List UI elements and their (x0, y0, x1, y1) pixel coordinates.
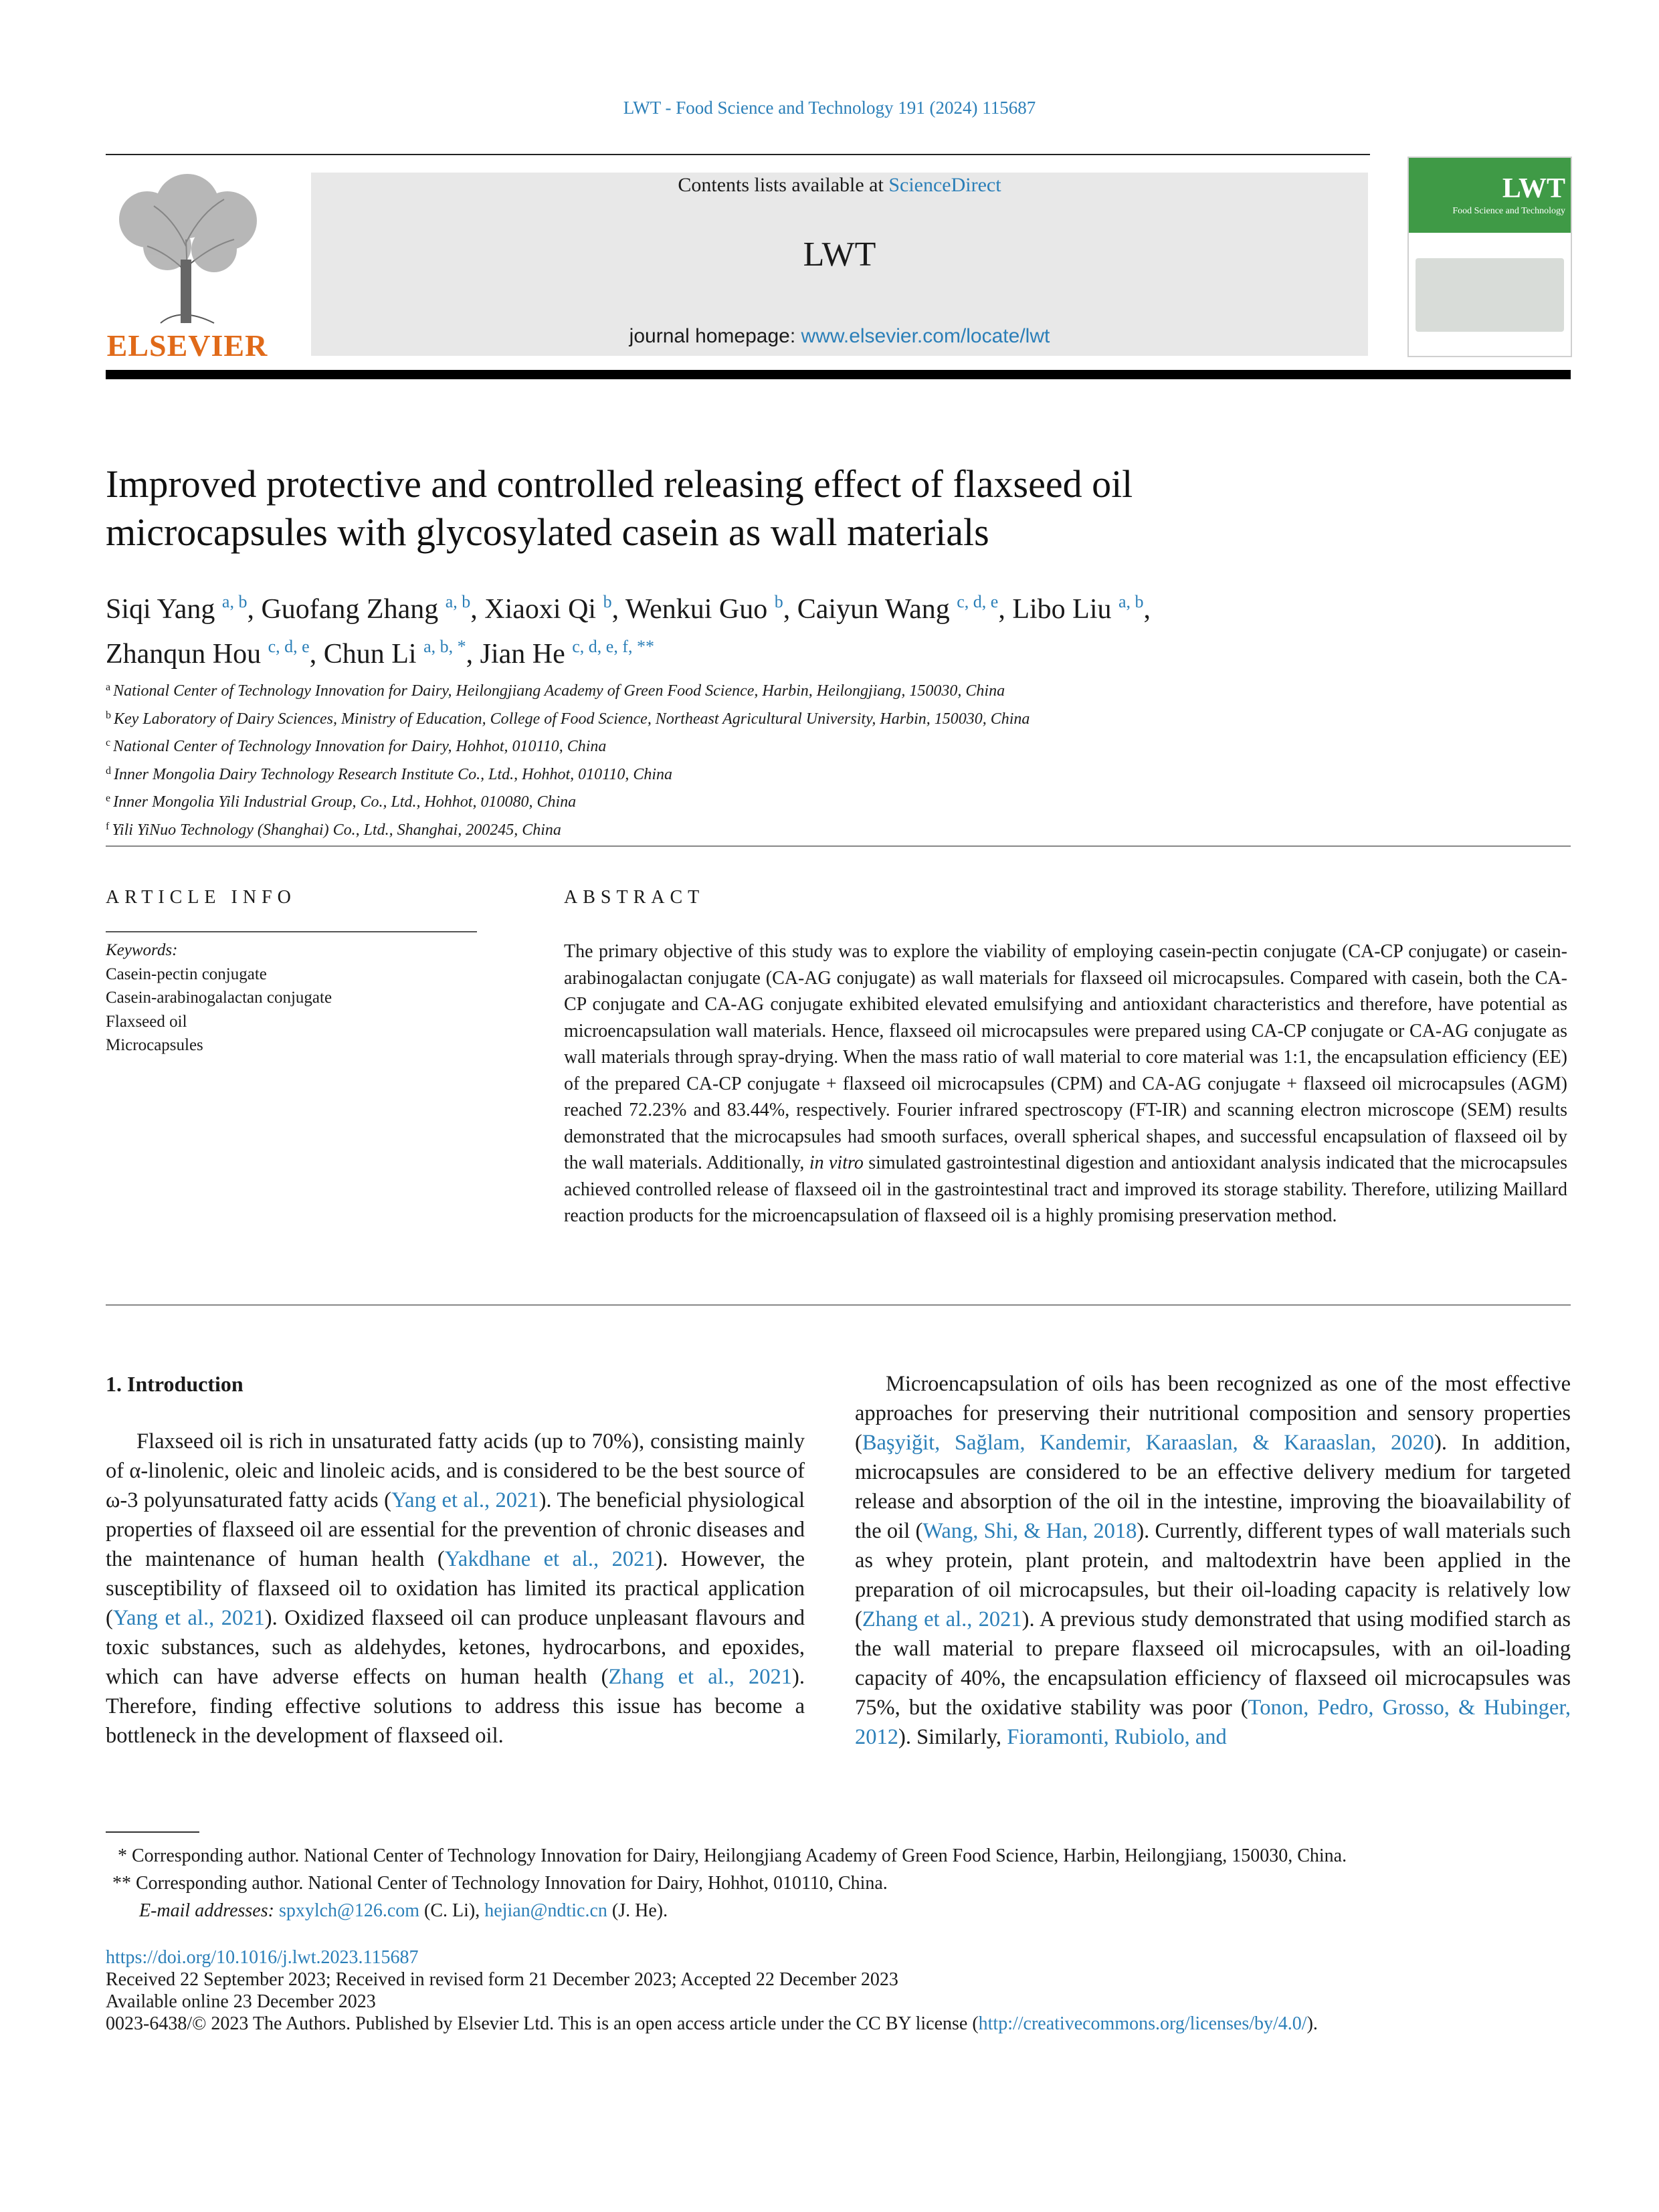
author-affiliation-ref[interactable]: b (774, 592, 783, 611)
paragraph-text: ). Oxidized flaxseed oil can produce unpleasant flavours and toxic substances, such as aldehydes, ketones, hydrocarbons, and epoxides, which can have adverse effects on human health ( (106, 1606, 805, 1689)
keywords-block (106, 938, 480, 1058)
citation-link[interactable]: Wang, Shi, & Han, 2018 (922, 1519, 1137, 1543)
affiliation-item (106, 731, 1577, 759)
title-line-1: Improved protective and controlled releasing effect of flaxseed oil (106, 462, 1133, 506)
author-affiliation-ref[interactable]: a, b, * (423, 637, 466, 656)
abstract-heading: ABSTRACT (564, 887, 705, 908)
author-separator: , (783, 594, 797, 625)
license-line (106, 2013, 1577, 2035)
paragraph-text: ). In addition, microcapsules are considered to be an effective delivery medium for targeted release and absorption of the oil in the intestine, improving the bioavailability of the oil ( (855, 1431, 1571, 1543)
paragraph-text: ). A previous study demonstrated that using modified starch as the wall material to prepare flaxseed oil microcapsules, with an oil-loading capacity of 40%, the encapsulation efficiency of flaxseed oil microcapsules was 75%, but the oxidative stability was poor ( (855, 1607, 1571, 1720)
paragraph-text: ). The beneficial physiological properties of flaxseed oil are essential for the prevention of chronic diseases and the maintenance of human health ( (106, 1488, 805, 1571)
email-label: E-mail addresses: (139, 1900, 274, 1921)
footnote-corresponding-1: * Corresponding author. National Center of Technology Innovation for Dairy, Heilongjiang Academy of Green Food Science, Harbin, Heilongjiang, 150030, China. (118, 1845, 1347, 1866)
masthead-rule (106, 370, 1571, 379)
license-link[interactable]: http://creativecommons.org/licenses/by/4.0/ (978, 2013, 1307, 2034)
elsevier-logo[interactable] (100, 173, 274, 363)
author-affiliation-ref[interactable]: a, b (221, 592, 248, 611)
article-info-rule (106, 931, 477, 932)
affiliation-key: b (106, 709, 111, 721)
journal-cover-thumbnail[interactable] (1407, 157, 1572, 357)
paragraph-text: ). Therefore, finding effective solutions to address this issue has become a bottleneck in the development of flaxseed oil. (106, 1665, 805, 1748)
keyword-item: Casein-arabinogalactan conjugate (106, 989, 332, 1007)
body-column-right (855, 1369, 1571, 1752)
author-name[interactable]: Chun Li (323, 639, 417, 670)
title-line-2: microcapsules with glycosylated casein as wall materials (106, 510, 989, 554)
intro-paragraph-2 (855, 1369, 1571, 1752)
email-link[interactable]: spxylch@126.com (278, 1900, 420, 1921)
author-separator: , (998, 594, 1013, 625)
citation-link[interactable]: Yakdhane et al., 2021 (444, 1547, 656, 1571)
affiliation-item (106, 759, 1577, 787)
author-name[interactable]: Libo Liu (1012, 594, 1112, 625)
keyword-item: Microcapsules (106, 1036, 203, 1054)
footnotes (106, 1842, 1577, 1924)
affiliations (106, 676, 1577, 842)
affiliation-text: National Center of Technology Innovation for Dairy, Heilongjiang Academy of Green Food Science, Harbin, Heilongjiang, 150030, China (113, 682, 1005, 700)
sciencedirect-link[interactable]: ScienceDirect (888, 174, 1001, 196)
affiliation-key: d (106, 765, 111, 777)
elsevier-tree-icon (100, 173, 274, 326)
keyword-item: Flaxseed oil (106, 1012, 187, 1031)
author-name[interactable]: Jian He (480, 639, 565, 670)
journal-name: LWT (803, 235, 876, 274)
journal-banner (311, 173, 1368, 356)
author-line-2 (106, 628, 1577, 673)
license-suffix: ). (1306, 2013, 1318, 2034)
affiliation-key: f (106, 820, 110, 832)
affiliation-key: c (106, 737, 111, 748)
affiliation-text: Inner Mongolia Dairy Technology Research Institute Co., Ltd., Hohhot, 010110, China (114, 765, 673, 783)
intro-paragraph-1 (106, 1427, 805, 1750)
paragraph-text: Flaxseed oil is rich in unsaturated fatty acids (up to 70%), consisting mainly of α-linolenic, oleic and linoleic acids, and is considered to be the best source of ω-3 polyunsaturated fatty acids ( (106, 1429, 805, 1512)
author-name[interactable]: Guofang Zhang (261, 594, 439, 625)
citation-link[interactable]: Zhang et al., 2021 (608, 1665, 793, 1689)
footnote-rule (106, 1831, 199, 1833)
abstract-part-2: simulated gastrointestinal digestion and antioxidant analysis indicated that the microcapsules achieved controlled release of flaxseed oil in the gastrointestinal tract and improved its storage stability. Therefore, utilizing Maillard reaction products for the microencapsulation of flaxseed oil is a highly promising preservation method. (564, 1152, 1568, 1226)
article-title (106, 460, 1444, 557)
footnote-emails (106, 1897, 1577, 1924)
email-owner: (C. Li), (419, 1900, 485, 1921)
contents-prefix: Contents lists available at (678, 174, 889, 196)
section-heading-introduction: 1. Introduction (106, 1372, 243, 1396)
abstract-part-1: The primary objective of this study was to explore the viability of employing casein-pectin conjugate (CA-CP conjugate) or casein-arabinogalactan conjugate (CA-AG conjugate) as wall materials for flaxseed oil microcapsules. Compared with casein, both the CA-CP conjugate and CA-AG conjugate exhibited elevated emulsifying and antioxidant characteristics and therefore, have potential as microencapsulation wall materials. Hence, flaxseed oil microcapsules were prepared using CA-CP conjugate or CA-AG conjugate as wall materials through spray-drying. When the mass ratio of wall material to core material was 1:1, the encapsulation efficiency (EE) of the prepared CA-CP conjugate + flaxseed oil microcapsules (CPM) and CA-AG conjugate + flaxseed oil microcapsules (AGM) reached 72.23% and 83.44%, respectively. Fourier infrared spectroscopy (FT-IR) and scanning electron microscope (SEM) results demonstrated that the microcapsules had smooth surfaces, overall spherical shapes, and successful encapsulation of flaxseed oil by the wall materials. Additionally, (564, 941, 1567, 1173)
affiliation-item (106, 787, 1577, 815)
cover-image (1416, 258, 1564, 332)
article-metadata (106, 1946, 1577, 2035)
journal-homepage (311, 325, 1368, 348)
body-column-left (106, 1369, 805, 1750)
author-separator: , (470, 594, 485, 625)
paragraph-text: ). Similarly, (898, 1725, 1007, 1749)
elsevier-wordmark: ELSEVIER (106, 328, 268, 363)
affiliation-text: Inner Mongolia Yili Industrial Group, Co., Ltd., Hohhot, 010080, China (113, 793, 577, 811)
abstract-text (564, 938, 1567, 1229)
author-affiliation-ref[interactable]: c, d, e, f, ** (572, 637, 655, 656)
author-name[interactable]: Caiyun Wang (797, 594, 950, 625)
abstract-italic: in vitro (809, 1152, 864, 1173)
affiliations-rule (106, 845, 1571, 847)
contents-available (311, 173, 1368, 197)
cover-title: LWT (1502, 173, 1565, 204)
author-affiliation-ref[interactable]: a, b (445, 592, 471, 611)
author-name[interactable]: Siqi Yang (106, 594, 215, 625)
header-rule (106, 154, 1370, 155)
affiliation-text: Key Laboratory of Dairy Sciences, Ministry of Education, College of Food Science, Northeast Agricultural University, Harbin, 150030, China (114, 710, 1030, 728)
homepage-link[interactable]: www.elsevier.com/locate/lwt (801, 325, 1050, 347)
cover-subtitle: Food Science and Technology (1452, 206, 1565, 216)
author-separator: , (247, 594, 262, 625)
affiliation-text: Yili YiNuo Technology (Shanghai) Co., Ltd., Shanghai, 200245, China (112, 821, 561, 839)
author-name[interactable]: Xiaoxi Qi (484, 594, 597, 625)
email-owner: (J. He). (607, 1900, 668, 1921)
citation-link[interactable]: Başyiğit, Sağlam, Kandemir, Karaaslan, & Karaaslan, 2020 (862, 1431, 1434, 1455)
paragraph-text: ). However, the susceptibility of flaxseed oil to oxidation has limited its practical application ( (106, 1547, 805, 1630)
received-dates: Received 22 September 2023; Received in revised form 21 December 2023; Accepted 22 December 2023 (106, 1969, 898, 1990)
available-online: Available online 23 December 2023 (106, 1991, 376, 2012)
keyword-item: Casein-pectin conjugate (106, 965, 267, 983)
paragraph-text: ). Currently, different types of wall materials such as whey protein, plant protein, and maltodextrin have been applied in the preparation of oil microcapsules, but their oil-loading capacity is relatively low ( (855, 1519, 1571, 1631)
author-separator: , (309, 639, 324, 670)
author-separator: , (466, 639, 480, 670)
citation-link[interactable]: Tonon, Pedro, Grosso, & Hubinger, 2012 (855, 1696, 1571, 1749)
footnote-corresponding-2: ** Corresponding author. National Center of Technology Innovation for Dairy, Hohhot, 010110, China. (112, 1873, 888, 1894)
license-text: 0023-6438/© 2023 The Authors. Published by Elsevier Ltd. This is an open access article under the CC BY license ( (106, 2013, 979, 2034)
email-link[interactable]: hejian@ndtic.cn (484, 1900, 607, 1921)
author-affiliation-ref[interactable]: c, d, e (957, 592, 999, 611)
author-line-1 (106, 583, 1577, 628)
citation-link[interactable]: Yang et al., 2021 (112, 1606, 265, 1630)
author-separator: , (611, 594, 625, 625)
affiliation-item (106, 676, 1577, 704)
doi-link[interactable]: https://doi.org/10.1016/j.lwt.2023.115687 (106, 1947, 419, 1968)
citation-link[interactable]: Zhang et al., 2021 (862, 1607, 1022, 1631)
affiliation-item (106, 704, 1577, 732)
author-affiliation-ref[interactable]: b (603, 592, 612, 611)
affiliation-key: a (106, 682, 111, 693)
journal-citation-link[interactable]: LWT - Food Science and Technology 191 (2024) 115687 (623, 98, 1036, 118)
citation-link[interactable]: Fioramonti, Rubiolo, and (1007, 1725, 1227, 1749)
author-affiliation-ref[interactable]: a, b (1118, 592, 1144, 611)
cover-band (1409, 158, 1571, 233)
affiliation-text: National Center of Technology Innovation for Dairy, Hohhot, 010110, China (113, 738, 607, 755)
author-affiliation-ref[interactable]: c, d, e (268, 637, 310, 656)
affiliation-item (106, 815, 1577, 843)
paragraph-text: Microencapsulation of oils has been recognized as one of the most effective approaches for preserving their nutritional composition and sensory properties ( (855, 1372, 1571, 1455)
author-name[interactable]: Wenkui Guo (625, 594, 768, 625)
keywords-label: Keywords: (106, 941, 178, 959)
affiliation-key: e (106, 793, 111, 804)
author-list (106, 583, 1577, 673)
author-separator: , (1143, 594, 1151, 625)
citation-link[interactable]: Yang et al., 2021 (391, 1488, 539, 1512)
homepage-prefix: journal homepage: (629, 325, 801, 347)
author-name[interactable]: Zhanqun Hou (106, 639, 262, 670)
article-info-heading: ARTICLE INFO (106, 887, 296, 908)
abstract-rule (106, 1304, 1571, 1306)
